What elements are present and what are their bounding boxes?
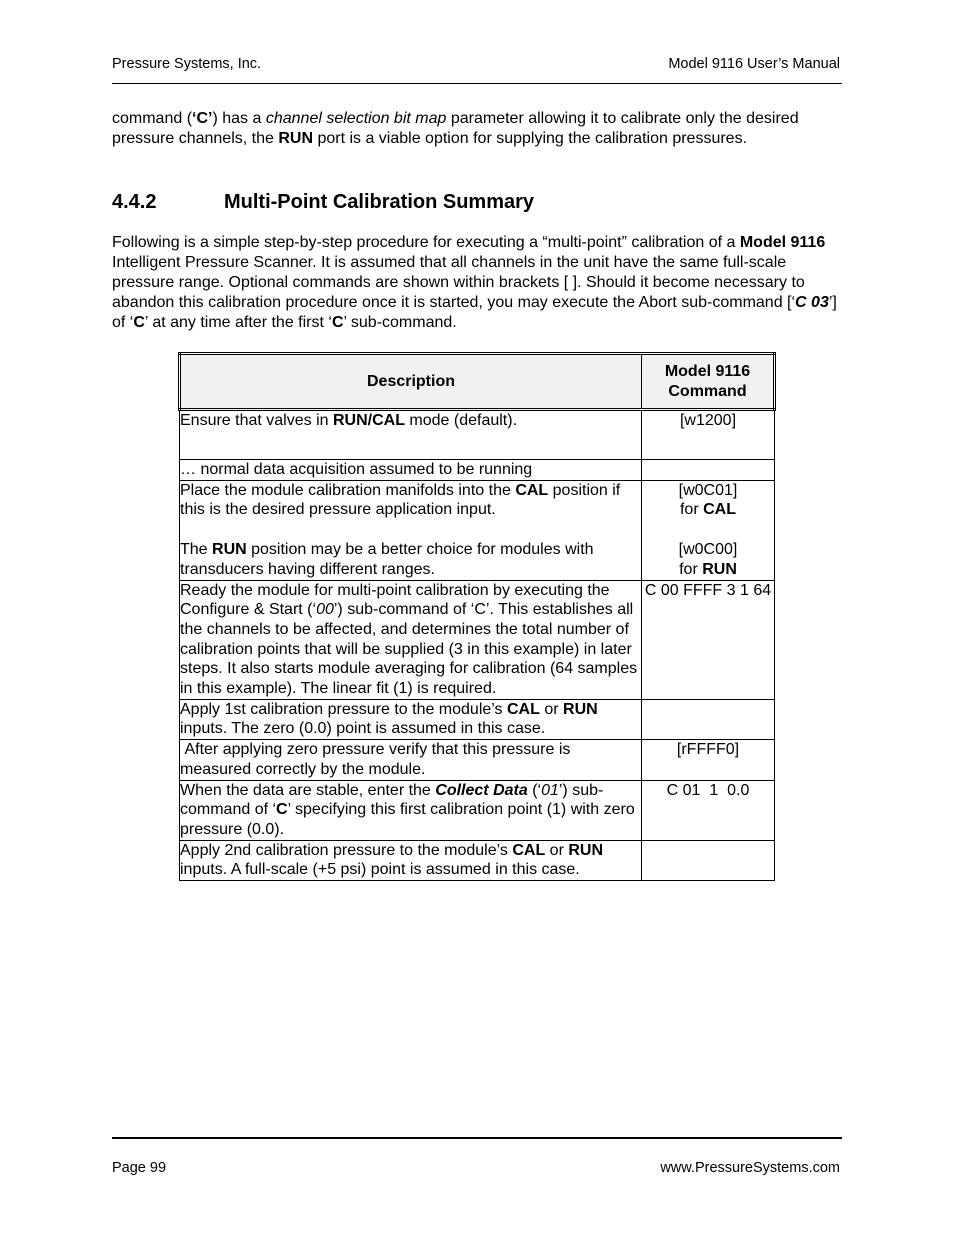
row-command	[642, 699, 775, 739]
row-command	[642, 840, 775, 880]
table-row	[180, 699, 775, 739]
table-header-row	[180, 354, 775, 410]
table-row	[180, 740, 775, 780]
section-title: Multi-Point Calibration Summary	[224, 191, 535, 213]
calibration-table	[178, 352, 776, 881]
header-company: Pressure Systems, Inc.	[112, 56, 262, 72]
row-description: Apply 1st calibration pressure to the module’s CAL or RUN inputs. The zero (0.0) point is assumed in this case.	[180, 699, 642, 739]
header-rule	[112, 83, 842, 84]
row-command: [w0C01] for CAL [w0C00] for RUN	[642, 480, 775, 580]
row-command: [w1200]	[642, 410, 775, 460]
table-row	[180, 780, 775, 840]
row-description: Ready the module for multi-point calibration by executing the Configure & Start (‘00’) sub-command of ‘C’. This establishes all the channels to be affected, and determines the total number of calibration points that will be supplied (3 in this example) in later steps. It also starts module averaging for calibration (64 samples in this example). The linear fit (1) is required.	[180, 580, 642, 699]
row-description: Place the module calibration manifolds into the CAL position if this is the desired pressure application input. The RUN position may be a better choice for modules with transducers having different ranges.	[180, 480, 642, 580]
footer-rule	[112, 1137, 842, 1139]
row-description: Apply 2nd calibration pressure to the module’s CAL or RUN inputs. A full-scale (+5 psi) point is assumed in this case.	[180, 840, 642, 880]
intro-paragraph: command (‘C’) has a channel selection bit map parameter allowing it to calibrate only the desired pressure channels, the RUN port is a viable option for supplying the calibration pressures.	[112, 110, 799, 147]
section-number: 4.4.2	[112, 191, 157, 213]
table-row	[180, 480, 775, 580]
row-description: When the data are stable, enter the Collect Data (‘01’) sub-command of ‘C’ specifying this first calibration point (1) with zero pressure (0.0).	[180, 780, 642, 840]
table-row	[180, 410, 775, 460]
row-description: After applying zero pressure verify that this pressure is measured correctly by the module.	[180, 740, 642, 780]
table-row	[180, 840, 775, 880]
section-heading	[112, 189, 534, 215]
row-description: … normal data acquisition assumed to be running	[180, 460, 642, 481]
row-command: C 00 FFFF 3 1 64	[642, 580, 775, 699]
table-row	[180, 460, 775, 481]
row-command: [rFFFF0]	[642, 740, 775, 780]
row-command	[642, 460, 775, 481]
column-header-description: Description	[180, 354, 642, 410]
footer-website: www.PressureSystems.com	[660, 1160, 840, 1176]
row-command: C 01 1 0.0	[642, 780, 775, 840]
table-row	[180, 580, 775, 699]
footer-page-number: Page 99	[112, 1160, 167, 1176]
header-manual-title: Model 9116 User’s Manual	[668, 56, 840, 72]
column-header-command: Model 9116 Command	[642, 354, 775, 410]
summary-paragraph: Following is a simple step-by-step procedure for executing a “multi-point” calibration of a Model 9116 Intelligent Pressure Scanner. It is assumed that all channels in the unit have the same full-scale pressure range. Optional commands are shown within brackets [ ]. Should it become necessary to abandon this calibration procedure once it is started, you may execute the Abort sub-command [‘C 03’] of ‘C’ at any time after the first ‘C’ sub-command.	[112, 234, 837, 331]
row-description: Ensure that valves in RUN/CAL mode (default).	[180, 410, 642, 460]
